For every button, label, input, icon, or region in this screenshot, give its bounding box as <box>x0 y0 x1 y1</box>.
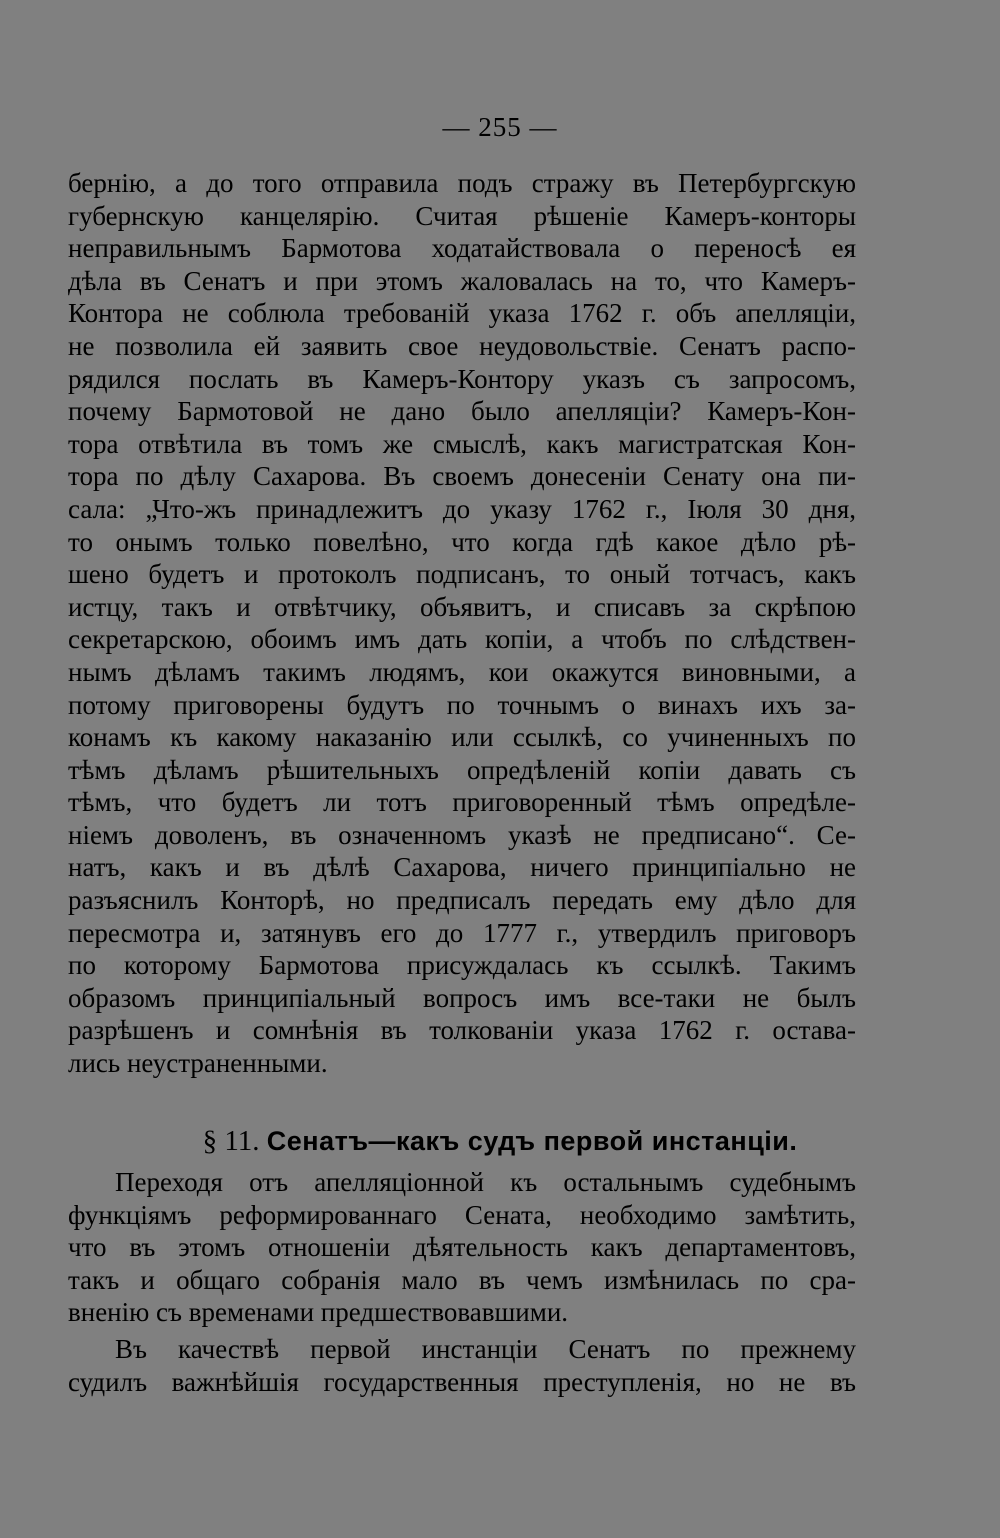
text-line: Въ качествѣ первой инстанціи Сенатъ по прежнему <box>115 1334 856 1364</box>
text-line: тора отвѣтила въ томъ же смыслѣ, какъ магистратская Кон- <box>68 428 856 459</box>
text-line: Переходя отъ апелляціонной къ остальнымъ судебнымъ <box>115 1167 856 1197</box>
text-line: тора по дѣлу Сахарова. Въ своемъ донесеніи Сенату она пи- <box>68 461 856 492</box>
text-line: по которому Бармотова присуждалась къ ссылкѣ. Такимъ <box>68 950 856 981</box>
text-line: бернію, а до того отправила подъ стражу въ Петербургскую <box>68 168 856 198</box>
text-line: нымъ дѣламъ такимъ людямъ, кои окажутся виновными, а <box>68 656 856 687</box>
text-line: тѣмъ, что будетъ ли тотъ приговоренный тѣмъ опредѣле- <box>68 787 856 818</box>
text-line: что въ этомъ отношеніи дѣятельность какъ департаментовъ, <box>68 1232 856 1263</box>
text-line: разъяснилъ Конторѣ, но предписалъ передать ему дѣло для <box>68 885 856 916</box>
text-line: натъ, какъ и въ дѣлѣ Сахарова, ничего принципіально не <box>68 852 856 883</box>
text-line: тѣмъ дѣламъ рѣшительныхъ опредѣленій копіи давать съ <box>68 754 856 785</box>
text-line: дѣла въ Сенатъ и при этомъ жаловалась на то, что Камеръ- <box>68 265 856 296</box>
text-line: сала: „Что-жъ принадлежитъ до указу 1762 г., Іюля 30 дня, <box>68 493 856 524</box>
text-line: лись неустраненными. <box>68 1048 328 1079</box>
paragraph-3 <box>68 1333 856 1398</box>
text-line: рядился послать въ Камеръ-Контору указъ съ запросомъ, <box>68 363 856 394</box>
text-line: губернскую канцелярію. Считая рѣшеніе Камеръ-конторы <box>68 200 856 231</box>
text-line: образомъ принципіальный вопросъ имъ все-таки не былъ <box>68 982 856 1013</box>
text-line: не позволила ей заявить свое неудовольствіе. Сенатъ распо- <box>68 330 856 361</box>
text-line: потому приговорены будутъ по точнымъ о винахъ ихъ за- <box>68 689 856 720</box>
text-line: почему Бармотовой не дано было апелляціи? Камеръ-Кон- <box>68 396 856 427</box>
section-number: § 11. <box>202 1125 260 1157</box>
text-line: пересмотра и, затянувъ его до 1777 г., утвердилъ приговоръ <box>68 917 856 948</box>
section-heading <box>0 1121 1000 1161</box>
text-line: ніемъ доволенъ, въ означенномъ указѣ не предписано“. Се- <box>68 819 856 850</box>
paragraph-2 <box>68 1166 856 1329</box>
paragraph-1 <box>68 167 856 1080</box>
text-line: судилъ важнѣйшія государственныя преступленія, но не въ <box>68 1366 856 1397</box>
text-line: вненію съ временами предшествовавшими. <box>68 1297 569 1328</box>
text-line: неправильнымъ Бармотова ходатайствовала о переносѣ ея <box>68 233 856 264</box>
text-line: функціямъ реформированнаго Сената, необходимо замѣтить, <box>68 1199 856 1230</box>
text-line: Контора не соблюла требованій указа 1762 г. объ апелляціи, <box>68 298 856 329</box>
text-line: такъ и общаго собранія мало въ чемъ измѣнилась по сра- <box>68 1264 856 1295</box>
text-line: конамъ къ какому наказанію или ссылкѣ, со учиненныхъ по <box>68 722 856 753</box>
text-line: то онымъ только повелѣно, что когда гдѣ какое дѣло рѣ- <box>68 526 856 557</box>
text-line: истцу, такъ и отвѣтчику, объявитъ, и списавъ за скрѣпою <box>68 591 856 622</box>
page-number: — 255 — <box>442 112 558 142</box>
text-line: шено будетъ и протоколъ подписанъ, то оный тотчасъ, какъ <box>68 559 856 590</box>
section-title: Сенатъ—какъ судъ первой инстанціи. <box>266 1126 798 1156</box>
text-line: секретарскою, обоимъ имъ дать копіи, а чтобъ по слѣдствен- <box>68 624 856 655</box>
text-line: разрѣшенъ и сомнѣнія въ толкованіи указа 1762 г. остава- <box>68 1015 856 1046</box>
